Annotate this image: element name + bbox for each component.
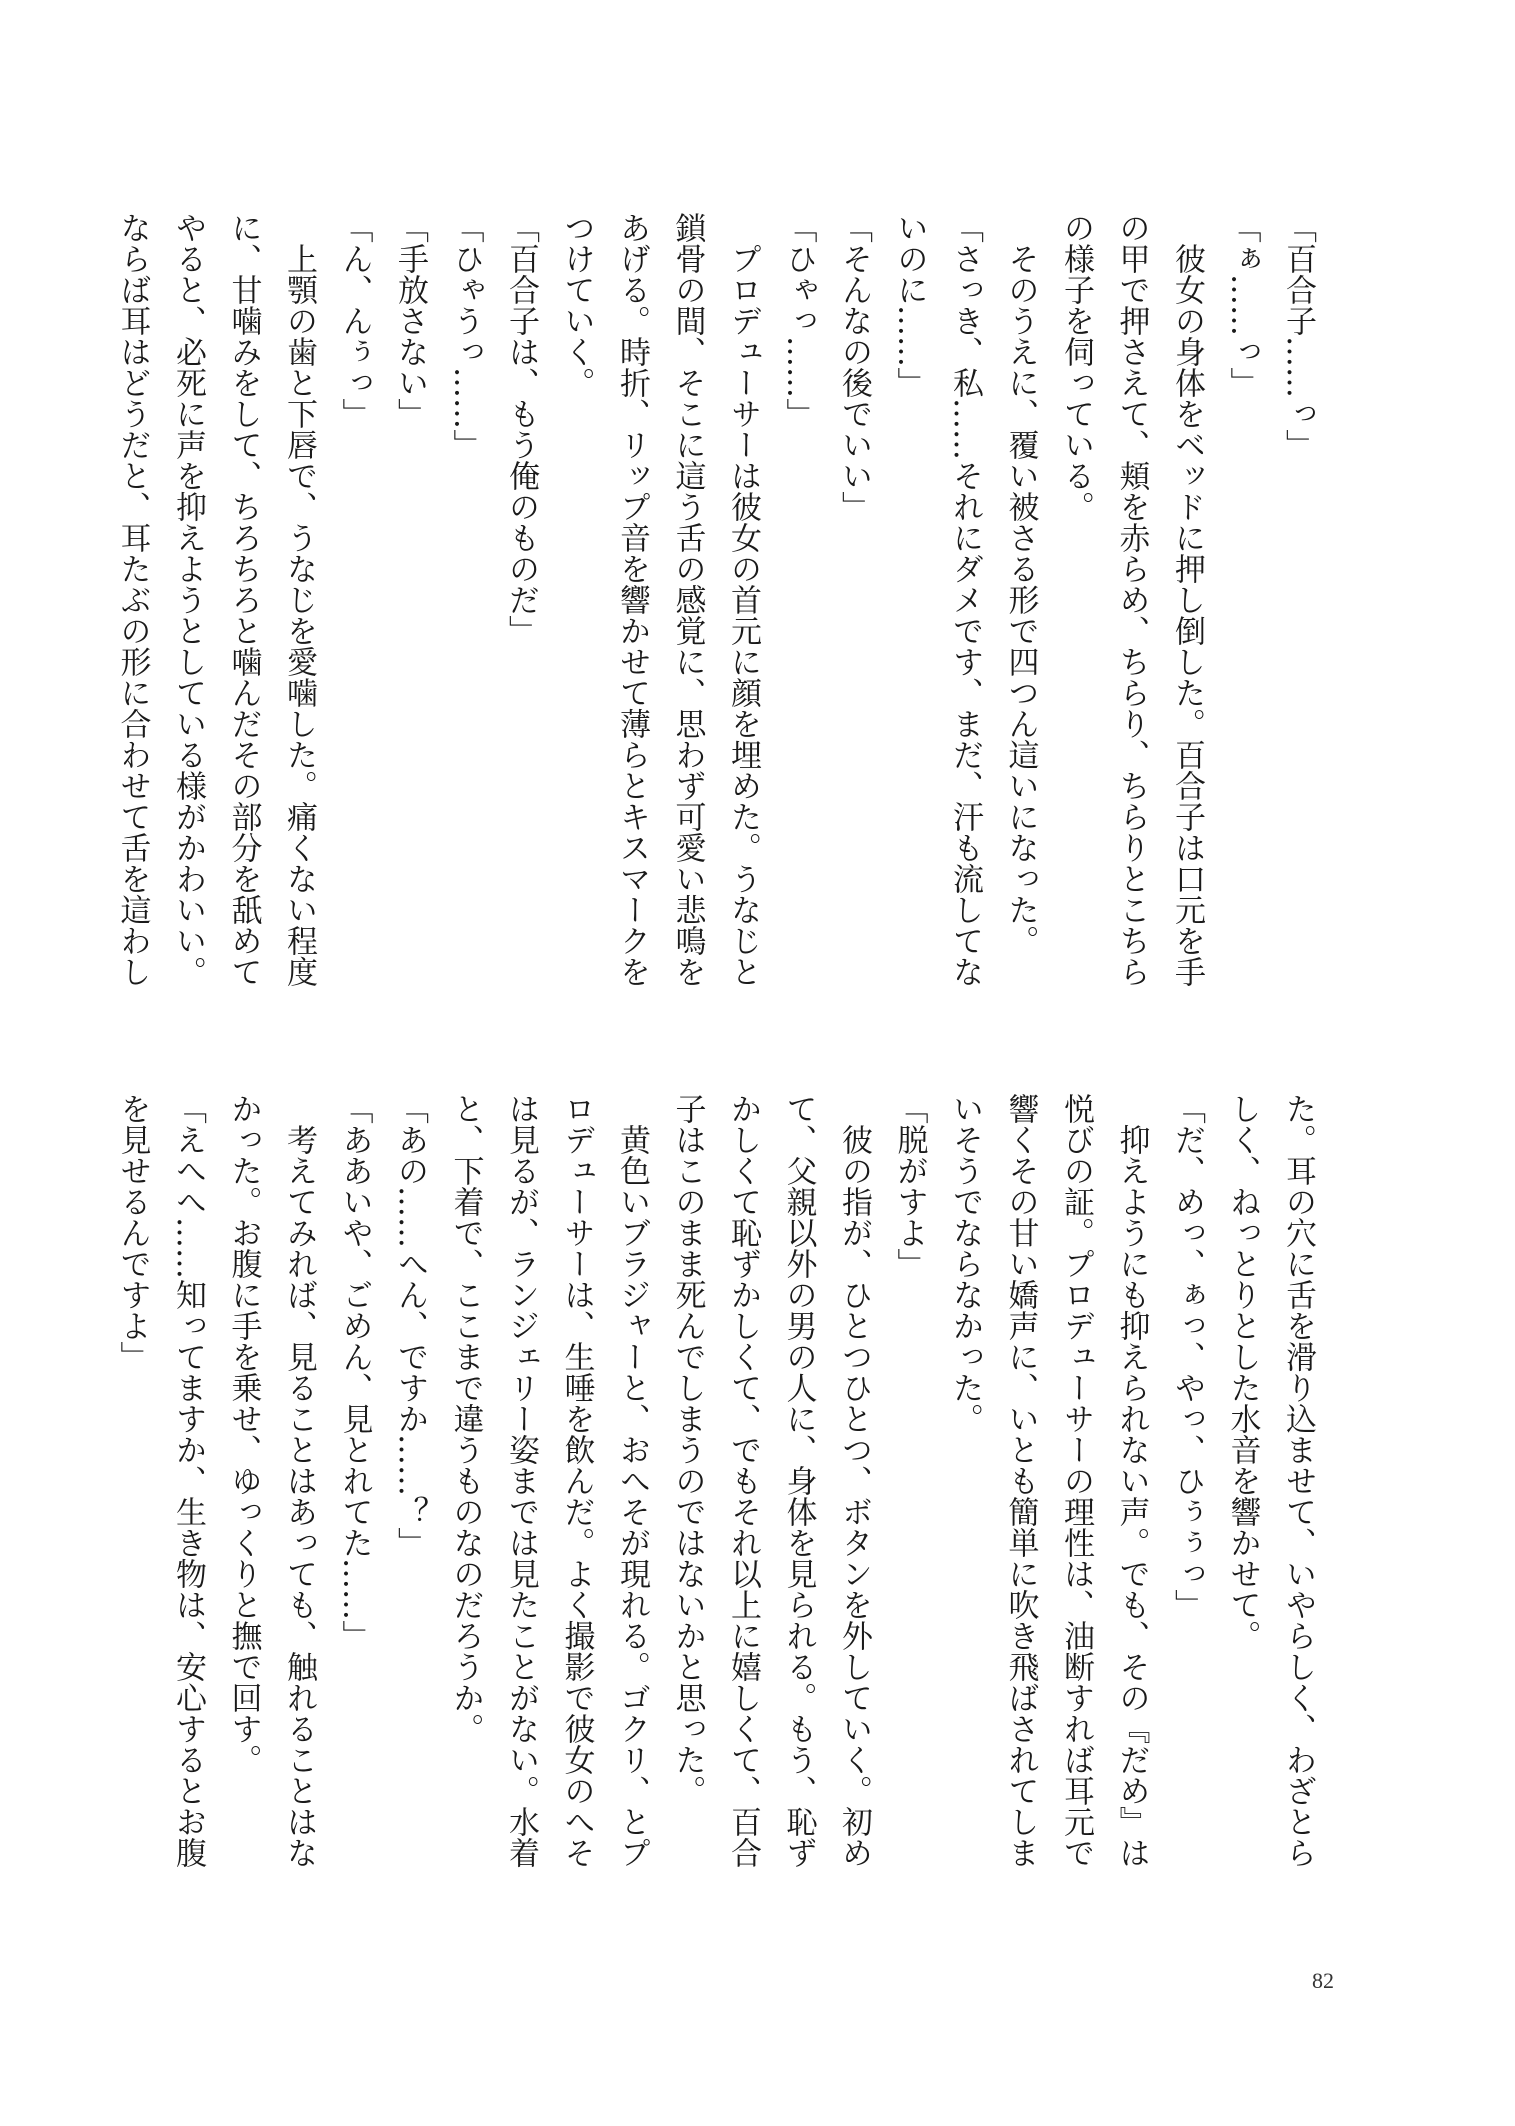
text-line: 「ああいや、ごめん、見とれてた……」: [336, 1093, 373, 1651]
text-line: の甲で押さえて、頬を赤らめ、ちらり、ちらりとこちら: [1113, 212, 1150, 987]
text-line: ならば耳はどうだと、耳たぶの形に合わせて舌を這わし: [114, 212, 151, 987]
text-line: て、父親以外の男の人に、身体を見られる。もう、恥ず: [780, 1093, 817, 1868]
text-line: は見るが、ランジェリー姿までは見たことがない。水着: [503, 1093, 539, 1868]
text-line: 「そんなの後でいい」: [836, 212, 872, 522]
text-line: 「ぁ……っ」: [1224, 212, 1261, 398]
text-line: 抑えようにも抑えられない声。でも、その『だめ』は: [1113, 1093, 1150, 1868]
text-line: 黄色いブラジャーと、おへそが現れる。ゴクリ、とプ: [614, 1093, 650, 1868]
text-line: かった。お腹に手を乗せ、ゆっくりと撫で回す。: [225, 1093, 262, 1775]
text-line: 上顎の歯と下唇で、うなじを愛噛した。痛くない程度: [281, 212, 317, 987]
text-line: やると、必死に声を抑えようとしている様がかわいい。: [170, 212, 206, 987]
page-number: 82: [1312, 1968, 1334, 1993]
upper-text-block: [114, 212, 1325, 1040]
text-line: あげる。時折、リップ音を響かせて薄らとキスマークを: [614, 212, 650, 987]
text-line: 「だ、めっ、ぁっ、やっ、ひぅぅっ」: [1169, 1093, 1205, 1620]
text-line: と、下着で、ここまで違うものなのだろうか。: [447, 1093, 484, 1744]
text-line: 「百合子……っ」: [1280, 212, 1316, 460]
text-line: 「ひゃうっ……」: [447, 212, 484, 460]
text-line: そのうえに、覆い被さる形で四つん這いになった。: [1002, 212, 1039, 956]
text-line: 子はこのまま死んでしまうのではないかと思った。: [669, 1093, 706, 1806]
text-line: 考えてみれば、見ることはあっても、触れることはな: [281, 1093, 317, 1868]
text-line: 彼の指が、ひとつひとつ、ボタンを外していく。初め: [836, 1093, 872, 1868]
text-line: を見せるんですよ」: [114, 1093, 151, 1372]
text-line: 「脱がすよ」: [891, 1093, 928, 1279]
text-line: の様子を伺っている。: [1058, 212, 1094, 522]
text-line: 彼女の身体をベッドに押し倒した。百合子は口元を手: [1169, 212, 1205, 987]
text-line: 響くその甘い嬌声に、いとも簡単に吹き飛ばされてしま: [1002, 1093, 1039, 1868]
text-line: 鎖骨の間、そこに這う舌の感覚に、思わず可愛い悲鳴を: [669, 212, 706, 987]
text-line: しく、ねっとりとした水音を響かせて。: [1224, 1093, 1261, 1651]
text-line: いのに……」: [891, 212, 928, 398]
text-line: 「手放さない」: [392, 212, 428, 429]
text-line: 「ひゃっ……」: [780, 212, 817, 429]
lower-text-block: [114, 1093, 1325, 1921]
text-line: かしくて恥ずかしくて、でもそれ以上に嬉しくて、百合: [725, 1093, 761, 1868]
text-line: 「えへへ……知ってますか、生き物は、安心するとお腹: [170, 1093, 206, 1868]
text-line: いそうでならなかった。: [947, 1093, 983, 1434]
text-line: に、甘噛みをして、ちろちろと噛んだその部分を舐めて: [225, 212, 262, 987]
text-line: 「さっき、私……それにダメです、まだ、汗も流してな: [947, 212, 983, 987]
text-line: つけていく。: [558, 212, 595, 398]
text-line: 「ん、んぅっ」: [336, 212, 373, 429]
text-line: ロデューサーは、生唾を飲んだ。よく撮影で彼女のへそ: [558, 1093, 595, 1868]
text-line: 「百合子は、もう俺のものだ」: [503, 212, 539, 646]
text-line: た。耳の穴に舌を滑り込ませて、いやらしく、わざとら: [1280, 1093, 1316, 1868]
text-line: 「あの……へん、ですか……？」: [392, 1093, 428, 1558]
text-line: プロデューサーは彼女の首元に顔を埋めた。うなじと: [725, 212, 761, 987]
text-line: 悦びの証。プロデューサーの理性は、油断すれば耳元で: [1058, 1093, 1094, 1868]
